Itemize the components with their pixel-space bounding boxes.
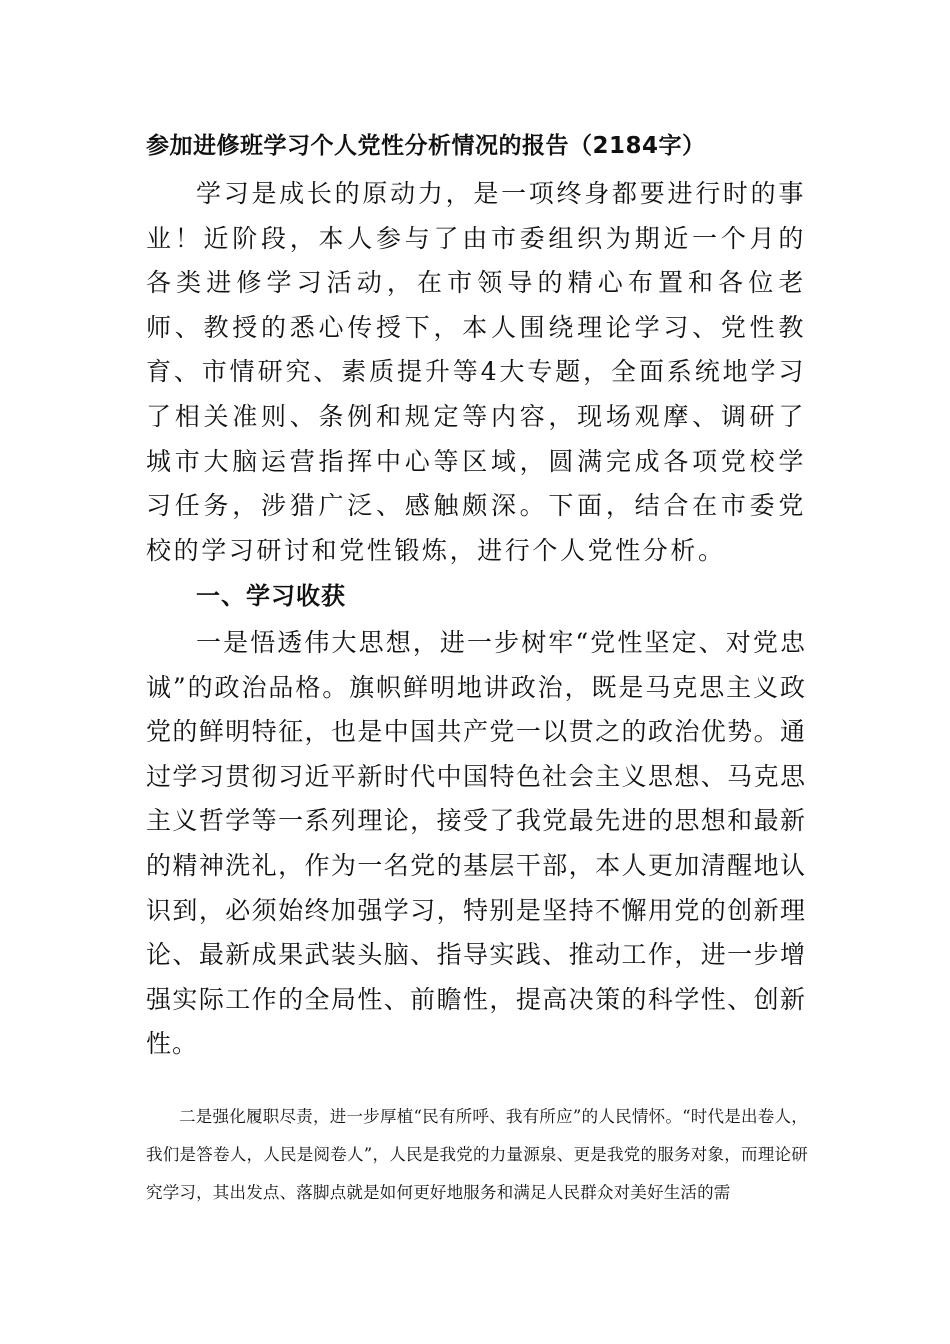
- intro-paragraph: 学习是成长的原动力，是一项终身都要进行时的事业！近阶段，本人参与了由市委组织为期近一个月的各类进修学习活动，在市领导的精心布置和各位老师、教授的悉心传授下，本人围绕理论学习、党性教育、市情研究、素质提升等4大专题，全面系统地学习了相关准则、条例和规定等内容，现场观摩、调研了城市大脑运营指挥中心等区域，圆满完成各项党校学习任务，涉猎广泛、感触颇深。下面，结合在市委党校的学习研讨和党性锻炼，进行个人党性分析。: [146, 179, 806, 565]
- document-title: 参加进修班学习个人党性分析情况的报告（2184字）: [146, 133, 706, 159]
- point-one-paragraph: 一是悟透伟大思想，进一步树牢“党性坚定、对党忠诚”的政治品格。旗帜鲜明地讲政治，既是马克思主义政党的鲜明特征，也是中国共产党一以贯之的政治优势。通过学习贯彻习近平新时代中国特色社会主义思想、马克思主义哲学等一系列理论，接受了我党最先进的思想和最新的精神洗礼，作为一名党的基层干部，本人更加清醒地认识到，必须始终加强学习，特别是坚持不懈用党的创新理论、最新成果武装头脑、指导实践、推动工作，进一步增强实际工作的全局性、前瞻性，提高决策的科学性、创新性。: [146, 628, 806, 1059]
- point-two-paragraph: 二是强化履职尽责，进一步厚植“民有所呼、我有所应”的人民情怀。“时代是出卷人，我们是答卷人，人民是阅卷人”，人民是我党的力量源泉、更是我党的服务对象，而理论研究学习，其出发点、落脚点就是如何更好地服务和满足人民群众对美好生活的需: [146, 1107, 808, 1202]
- section-heading: 一、学习收获: [196, 582, 346, 610]
